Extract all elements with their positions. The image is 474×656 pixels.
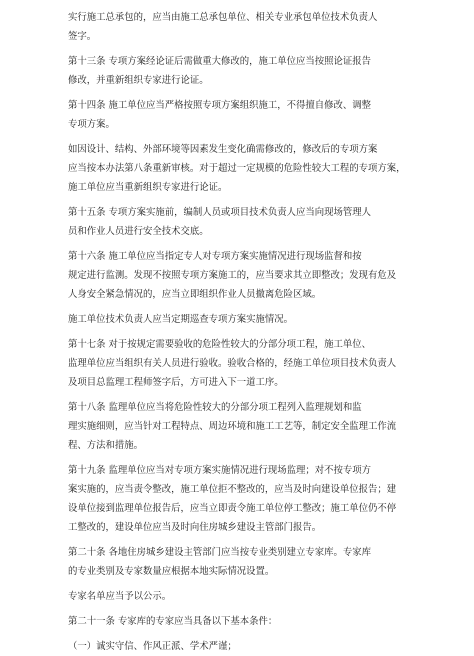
text-line: 设单位接到监理单位报告后，应当立即责令施工单位停工整改；施工单位仍不停 xyxy=(68,503,397,514)
text-line: 专家名单应当予以公示。 xyxy=(68,591,172,602)
text-line: 第二十一条 专家库的专家应当具备以下基本条件： xyxy=(68,616,278,627)
text-line: 程、方法和措施。 xyxy=(68,440,144,451)
text-line: 如因设计、结构、外部环境等因素发生变化确需修改的，修改后的专项方案 xyxy=(68,144,378,155)
paragraph xyxy=(68,398,410,455)
text-line: 及项目总监理工程师签字后，方可进入下一道工序。 xyxy=(68,377,284,388)
text-line: 第十八条 监理单位应当将危险性较大的分部分项工程列入监理规划和监 xyxy=(68,402,362,413)
text-line: 第十七条 对于按规定需要验收的危险性较大的分部分项工程，施工单位、 xyxy=(68,339,371,350)
paragraph xyxy=(68,140,410,197)
text-line: 案实施的，应当责令整改，施工单位拒不整改的，应当及时向建设单位报告；建 xyxy=(68,484,397,495)
text-line: 的专业类别及专家数量应根据本地实际情况设置。 xyxy=(68,566,275,577)
text-line: 专项方案。 xyxy=(68,119,115,130)
text-line: 工整改的，建设单位应当及时向住房城乡建设主管部门报告。 xyxy=(68,522,322,533)
paragraph xyxy=(68,96,410,134)
text-line: 修改，并重新组织专家进行论证。 xyxy=(68,75,209,86)
text-line: 施工单位技术负责人应当定期巡查专项方案实施情况。 xyxy=(68,314,294,325)
text-line: 施工单位应当重新组织专家进行论证。 xyxy=(68,182,228,193)
paragraph xyxy=(68,612,410,631)
text-line: 第十六条 施工单位应当指定专人对专项方案实施情况进行现场监督和按 xyxy=(68,251,362,262)
paragraph xyxy=(68,52,410,90)
text-line: 理实施细则，应当针对工程特点、周边环境和施工工艺等，制定安全监理工作流 xyxy=(68,421,397,432)
paragraph xyxy=(68,8,410,46)
paragraph xyxy=(68,637,410,656)
text-line: 应当按本办法第八条重新审核。对于超过一定规模的危险性较大工程的专项方案， xyxy=(68,163,406,174)
text-line: 第十四条 施工单位应当严格按照专项方案组织施工，不得擅自修改、调整 xyxy=(68,100,371,111)
text-line: 第十三条 专项方案经论证后需做重大修改的，施工单位应当按照论证报告 xyxy=(68,56,371,67)
text-line: 规定进行监测。发现不按照专项方案施工的，应当要求其立即整改；发现有危及 xyxy=(68,270,397,281)
paragraph xyxy=(68,587,410,606)
text-line: 员和作业人员进行安全技术交底。 xyxy=(68,226,209,237)
text-line: （一）诚实守信、作风正派、学术严谨； xyxy=(68,641,237,652)
text-line: 第二十条 各地住房城乡建设主管部门应当按专业类别建立专家库。专家库 xyxy=(68,547,371,558)
text-line: 签字。 xyxy=(68,31,97,42)
paragraph xyxy=(68,203,410,241)
text-line: 人身安全紧急情况的，应当立即组织作业人员撤离危险区域。 xyxy=(68,289,322,300)
text-line: 第十五条 专项方案实施前，编制人员或项目技术负责人应当向现场管理人 xyxy=(68,207,371,218)
paragraph xyxy=(68,461,410,537)
text-line: 监理单位应当组织有关人员进行验收。验收合格的，经施工单位项目技术负责人 xyxy=(68,358,397,369)
paragraph xyxy=(68,310,410,329)
paragraph xyxy=(68,247,410,304)
paragraph xyxy=(68,543,410,581)
text-line: 第十九条 监理单位应当对专项方案实施情况进行现场监理；对不按专项方 xyxy=(68,465,371,476)
paragraph xyxy=(68,335,410,392)
text-line: 实行施工总承包的，应当由施工总承包单位、相关专业承包单位技术负责人 xyxy=(68,12,378,23)
